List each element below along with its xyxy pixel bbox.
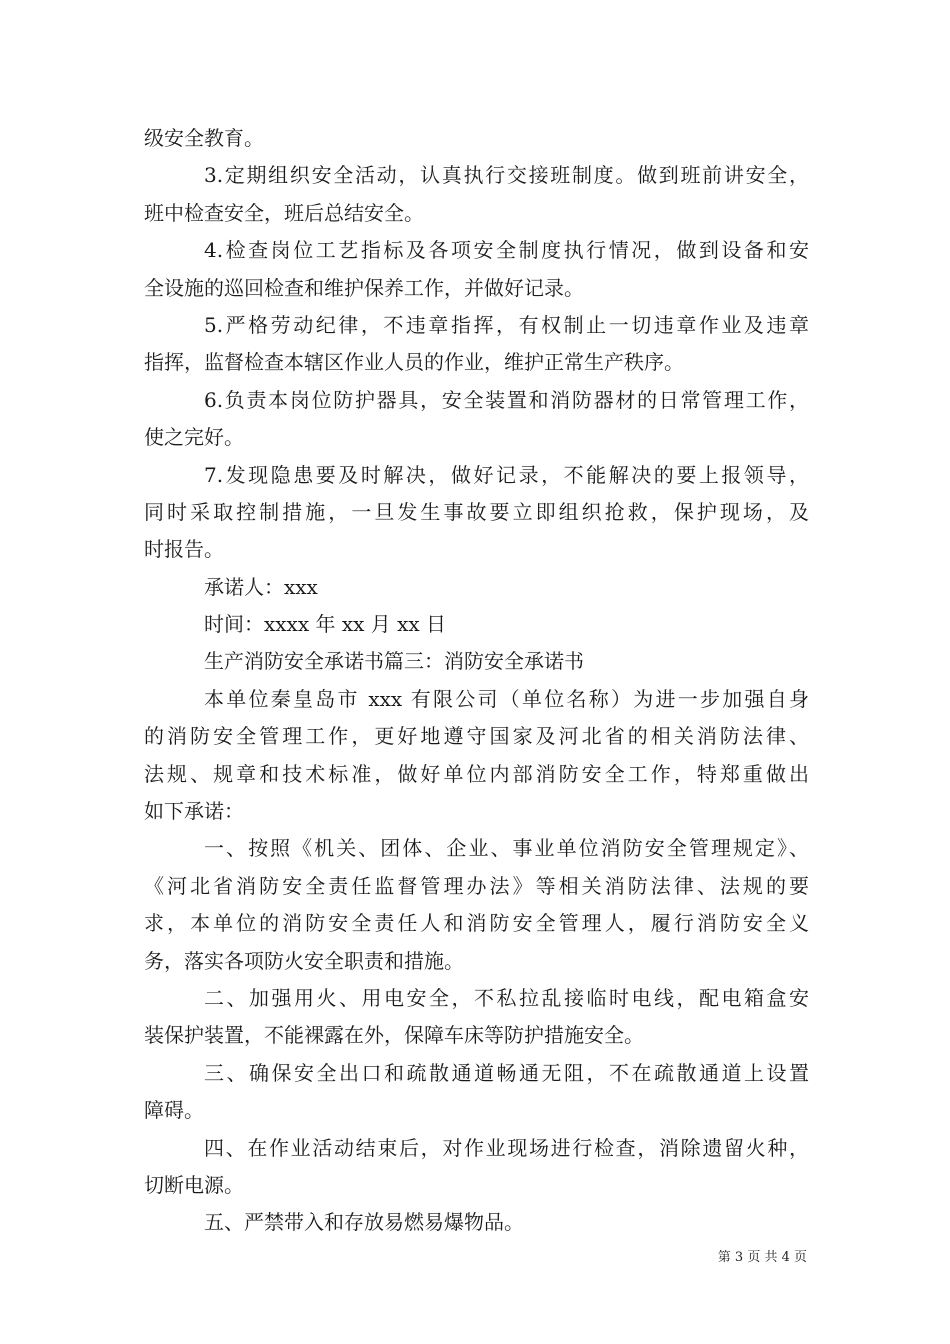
text-line: 法规、规章和技术标准，做好单位内部消防安全工作，特郑重做出: [144, 761, 809, 786]
text-line: 指挥，监督检查本辖区作业人员的作业，维护正常生产秩序。: [144, 350, 684, 375]
text-line: 四、在作业活动结束后，对作业现场进行检查，消除遗留火种，: [204, 1135, 809, 1160]
text-line: 5.严格劳动纪律，不违章指挥，有权制止一切违章作业及违章: [204, 312, 809, 337]
text-line: 使之完好。: [144, 425, 244, 450]
text-line: 二、加强用火、用电安全，不私拉乱接临时电线，配电箱盒安: [204, 985, 809, 1010]
text-line: 3.定期组织安全活动，认真执行交接班制度。做到班前讲安全，: [204, 163, 809, 188]
text-line: 班中检查安全，班后总结安全。: [144, 200, 424, 225]
text-line: 切断电源。: [144, 1172, 244, 1197]
text-line: 本单位秦皇岛市 xxx 有限公司（单位名称）为进一步加强自身: [204, 686, 809, 711]
text-line: 装保护装置，不能裸露在外，保障车床等防护措施安全。: [144, 1023, 644, 1048]
text-line: 6.负责本岗位防护器具，安全装置和消防器材的日常管理工作，: [204, 387, 809, 412]
text-line: 承诺人：xxx: [204, 574, 318, 599]
text-line: 求，本单位的消防安全责任人和消防安全管理人，履行消防安全义: [144, 911, 809, 936]
text-line: 五、严禁带入和存放易燃易爆物品。: [204, 1210, 524, 1235]
text-line: 障碍。: [144, 1098, 204, 1123]
text-line: 《河北省消防安全责任监督管理办法》等相关消防法律、法规的要: [144, 873, 809, 898]
text-line: 级安全教育。: [144, 126, 264, 150]
text-line: 4.检查岗位工艺指标及各项安全制度执行情况，做到设备和安: [204, 238, 809, 263]
text-line: 7.发现隐患要及时解决，做好记录，不能解决的要上报领导，: [204, 462, 809, 487]
text-line: 一、按照《机关、团体、企业、事业单位消防安全管理规定》、: [204, 836, 809, 861]
document-body: [144, 120, 809, 1242]
text-line: 如下承诺：: [144, 799, 244, 824]
text-line: 务，落实各项防火安全职责和措施。: [144, 948, 464, 973]
text-line: 时报告。: [144, 537, 224, 562]
text-line: 三、确保安全出口和疏散通道畅通无阻，不在疏散通道上设置: [204, 1060, 809, 1085]
page-number: 第 3 页 共 4 页: [717, 1250, 807, 1265]
text-line: 的消防安全管理工作，更好地遵守国家及河北省的相关消防法律、: [144, 724, 809, 749]
text-line: 时间：xxxx 年 xx 月 xx 日: [204, 612, 447, 637]
text-line: 同时采取控制措施，一旦发生事故要立即组织抢救，保护现场，及: [144, 499, 809, 524]
text-line: 全设施的巡回检查和维护保养工作，并做好记录。: [144, 275, 584, 300]
text-line: 生产消防安全承诺书篇三：消防安全承诺书: [204, 649, 584, 674]
